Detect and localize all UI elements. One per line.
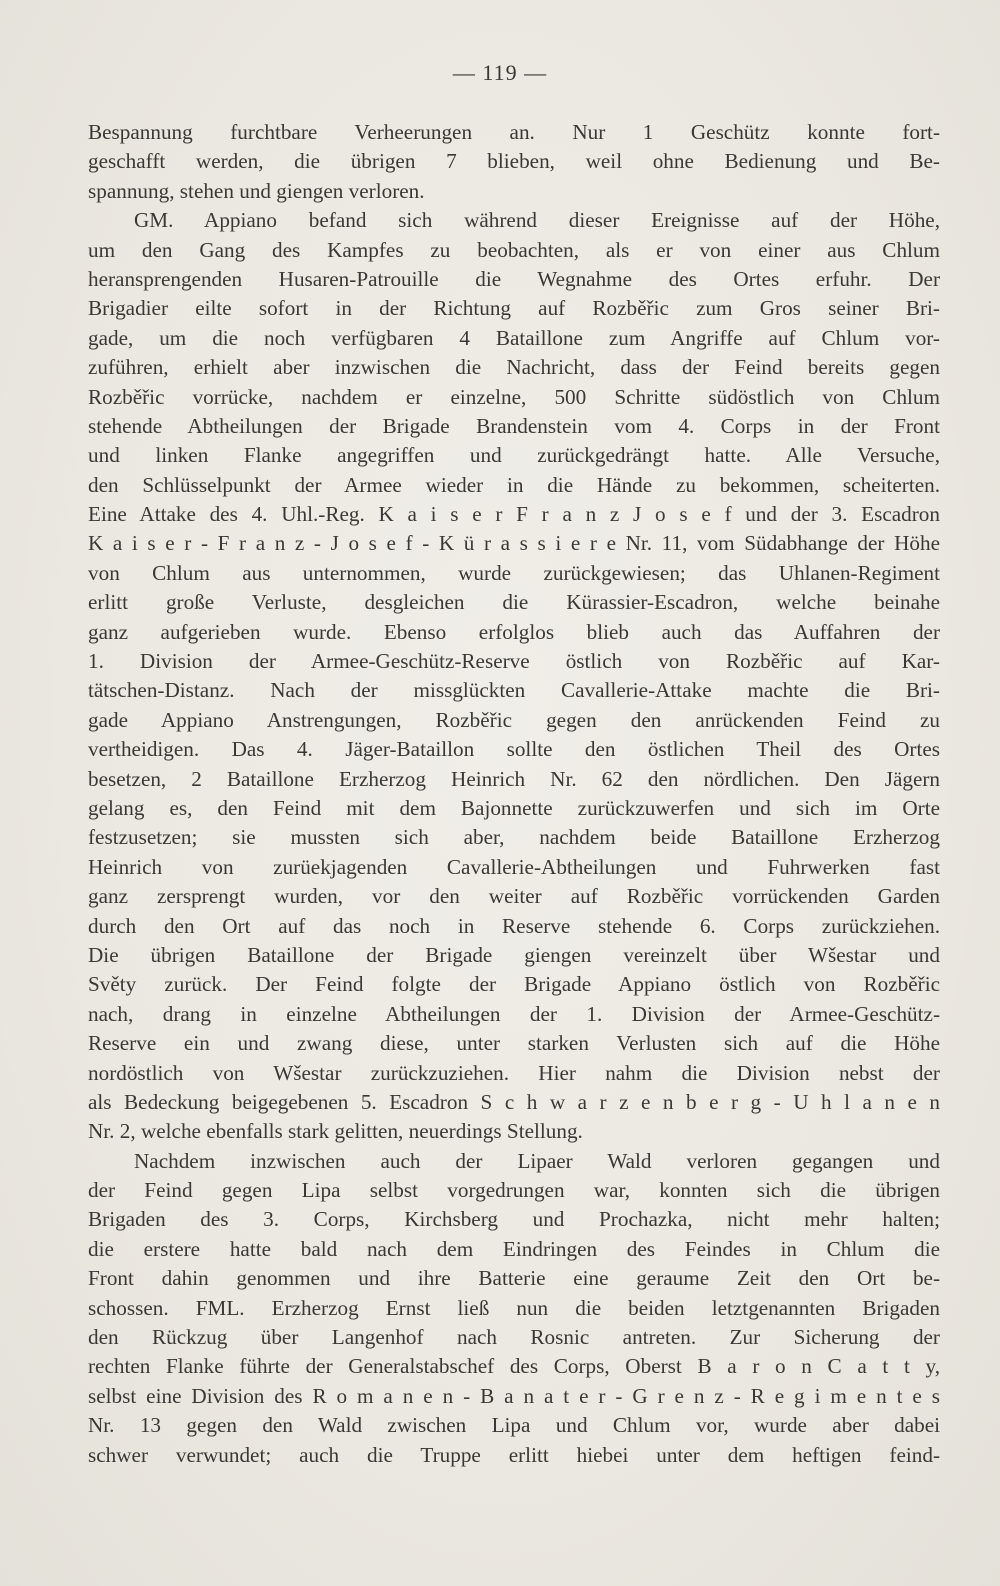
text-line: K a i s e r - F r a n z - J o s e f - K ü r a s s i e r e Nr. 11, vom Südabhange der Höhe [88, 531, 940, 556]
text-line: als Bedeckung beigegebenen 5. Escadron S c h w a r z e n b e r g - U h l a n e n [88, 1089, 940, 1114]
text-line: Nr. 2, welche ebenfalls stark gelitten, neuerdings Stellung. [88, 1119, 583, 1144]
text-line: stehende Abtheilungen der Brigade Brandenstein vom 4. Corps in der Front [88, 413, 940, 438]
text-line: die erstere hatte bald nach dem Eindringen des Feindes in Chlum die [88, 1236, 940, 1261]
text-line: Die übrigen Bataillone der Brigade giengen vereinzelt über Wšestar und [88, 942, 940, 967]
page-number: — 119 — [452, 60, 548, 85]
text-line: schwer verwundet; auch die Truppe erlitt hiebei unter dem heftigen feind- [88, 1442, 940, 1467]
text-line: 1. Division der Armee-Geschütz-Reserve östlich von Rozběřic auf Kar- [88, 649, 940, 674]
text-line: schossen. FML. Erzherzog Ernst ließ nun die beiden letztgenannten Brigaden [88, 1295, 940, 1320]
text-line: vertheidigen. Das 4. Jäger-Bataillon sollte den östlichen Theil des Ortes [88, 737, 940, 762]
text-line: geschafft werden, die übrigen 7 blieben, weil ohne Bedienung und Be- [88, 149, 940, 174]
text-line: ganz aufgerieben wurde. Ebenso erfolglos blieb auch das Auffahren der [88, 619, 940, 644]
text-body [88, 118, 940, 1470]
text-line: Bespannung furchtbare Verheerungen an. Nur 1 Geschütz konnte fort- [88, 120, 940, 144]
text-line: den Schlüsselpunkt der Armee wieder in die Hände zu bekommen, scheiterten. [88, 472, 940, 497]
text-line: gade Appiano Anstrengungen, Rozběřic gegen den anrückenden Feind zu [88, 707, 940, 732]
text-line: durch den Ort auf das noch in Reserve stehende 6. Corps zurückziehen. [88, 913, 940, 938]
text-line: tätschen-Distanz. Nach der missglückten Cavallerie-Attake machte die Bri- [88, 678, 940, 703]
text-line: Front dahin genommen und ihre Batterie eine geraume Zeit den Ort be- [88, 1266, 940, 1291]
text-line: Brigaden des 3. Corps, Kirchsberg und Prochazka, nicht mehr halten; [88, 1207, 940, 1232]
text-line: der Feind gegen Lipa selbst vorgedrungen war, konnten sich die übrigen [88, 1178, 940, 1203]
text-line: festzusetzen; sie mussten sich aber, nachdem beide Bataillone Erzherzog [88, 825, 940, 850]
text-line: Světy zurück. Der Feind folgte der Brigade Appiano östlich von Rozběřic [88, 972, 940, 997]
text-line: besetzen, 2 Bataillone Erzherzog Heinrich Nr. 62 den nördlichen. Den Jägern [88, 766, 940, 791]
text-line: gade, um die noch verfügbaren 4 Bataillone zum Angriffe auf Chlum vor- [88, 325, 940, 350]
text-line: ganz zersprengt wurden, vor den weiter auf Rozběřic vorrückenden Garden [88, 884, 940, 909]
text-line: rechten Flanke führte der Generalstabschef des Corps, Oberst B a r o n C a t t y, [88, 1354, 940, 1379]
text-line: nordöstlich von Wšestar zurückzuziehen. Hier nahm die Division nebst der [88, 1060, 940, 1085]
text-line: Brigadier eilte sofort in der Richtung auf Rozběřic zum Gros seiner Bri- [88, 296, 940, 321]
text-line: und linken Flanke angegriffen und zurückgedrängt hatte. Alle Versuche, [88, 443, 940, 468]
text-line: spannung, stehen und giengen verloren. [88, 178, 425, 203]
text-line: Rozběřic vorrücke, nachdem er einzelne, 500 Schritte südöstlich von Chlum [88, 384, 940, 409]
text-line: Nr. 13 gegen den Wald zwischen Lipa und Chlum vor, wurde aber dabei [88, 1413, 940, 1438]
text-line: heransprengenden Husaren-Patrouille die Wegnahme des Ortes erfuhr. Der [88, 266, 940, 291]
text-line: gelang es, den Feind mit dem Bajonnette zurückzuwerfen und sich im Orte [88, 795, 940, 820]
text-line: erlitt große Verluste, desgleichen die Kürassier-Escadron, welche beinahe [88, 590, 940, 615]
text-line: GM. Appiano befand sich während dieser Ereignisse auf der Höhe, [134, 208, 940, 233]
text-line: nach, drang in einzelne Abtheilungen der 1. Division der Armee-Geschütz- [88, 1001, 940, 1026]
text-line: Reserve ein und zwang diese, unter starken Verlusten sich auf die Höhe [88, 1031, 940, 1056]
text-line: zuführen, erhielt aber inzwischen die Nachricht, dass der Feind bereits gegen [88, 355, 940, 380]
text-line: selbst eine Division des R o m a n e n - B a n a t e r - G r e n z - R e g i m e n t e s [88, 1383, 940, 1408]
text-line: Eine Attake des 4. Uhl.-Reg. K a i s e r F r a n z J o s e f und der 3. Escadron [88, 502, 940, 527]
text-line: von Chlum aus unternommen, wurde zurückgewiesen; das Uhlanen-Regiment [88, 560, 940, 585]
text-line: um den Gang des Kampfes zu beobachten, als er von einer aus Chlum [88, 237, 940, 262]
text-line: den Rückzug über Langenhof nach Rosnic antreten. Zur Sicherung der [88, 1325, 940, 1350]
text-line: Heinrich von zurüekjagenden Cavallerie-Abtheilungen und Fuhrwerken fast [88, 854, 940, 879]
text-line: Nachdem inzwischen auch der Lipaer Wald verloren gegangen und [134, 1148, 940, 1173]
